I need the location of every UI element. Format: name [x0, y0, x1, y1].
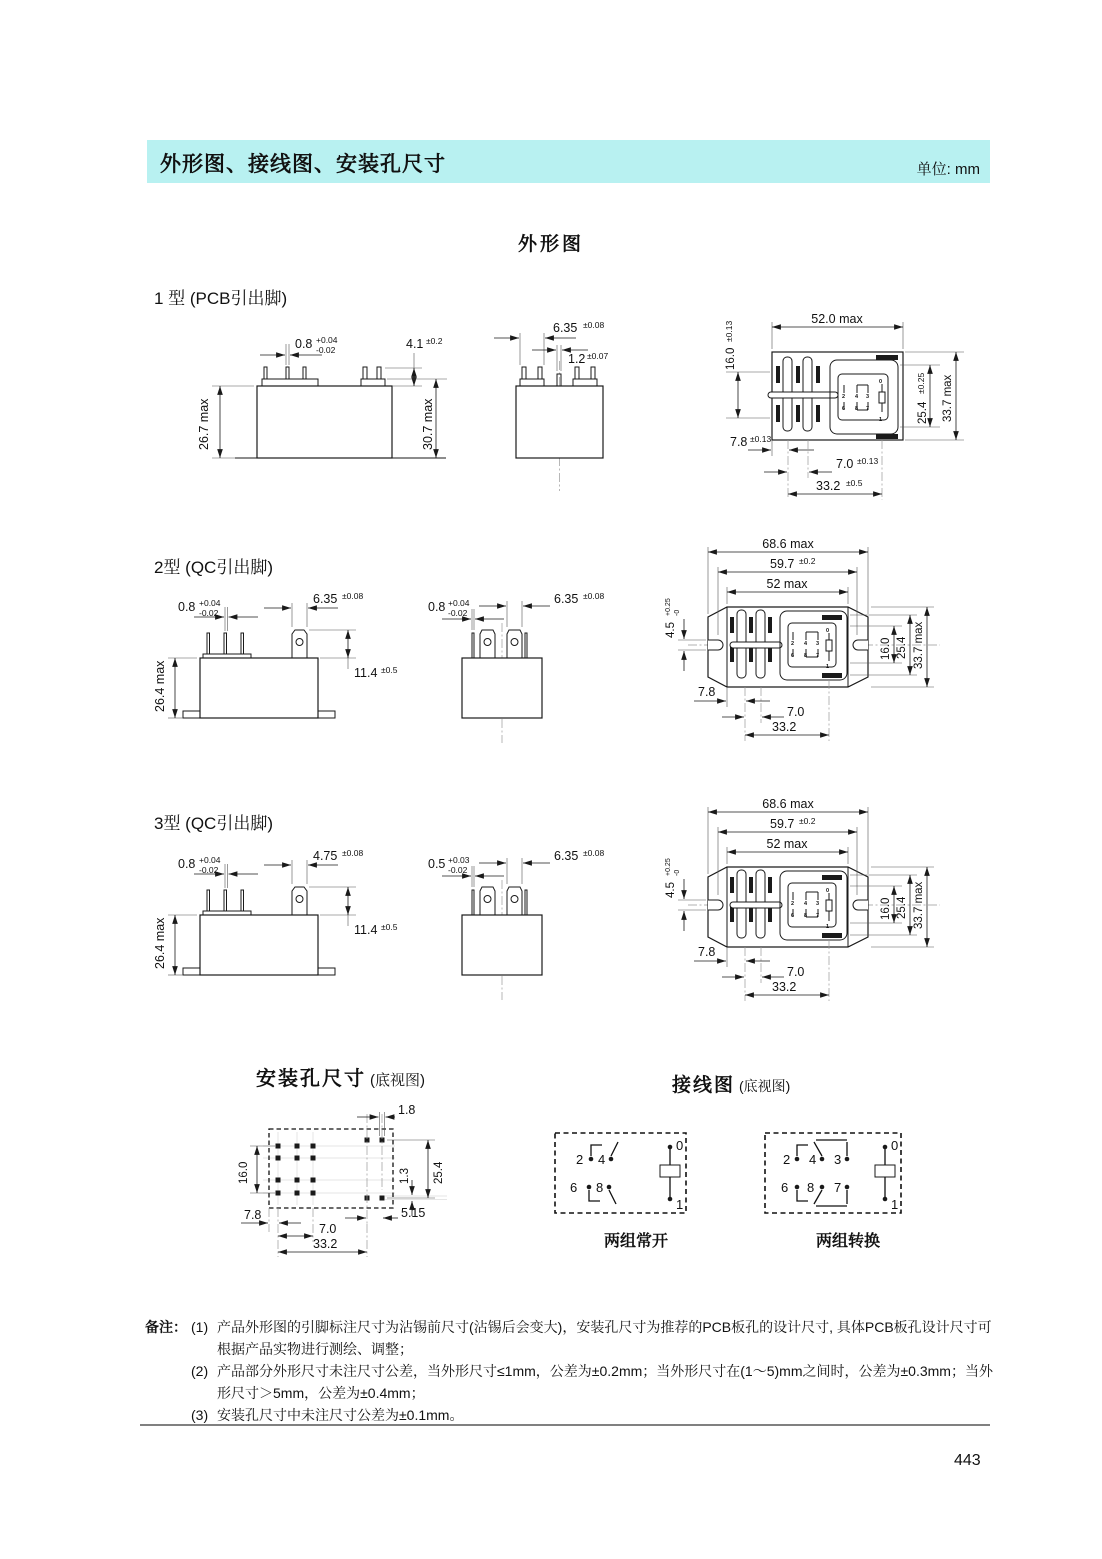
pin-8: 8 — [804, 653, 808, 659]
pin-6: 6 — [791, 653, 795, 659]
type1-side-shape — [516, 361, 603, 491]
dim-pin-width: 0.8 — [178, 600, 196, 614]
dim-slot: 4.5 — [665, 622, 677, 638]
dim-strip: 1.3 — [399, 1168, 411, 1184]
pin-8: 8 — [804, 913, 808, 919]
pin-0: 0 — [826, 628, 830, 634]
pin-2: 2 — [783, 1152, 791, 1167]
type2-section-label: 2型 (QC引出脚) — [154, 558, 273, 577]
dim-b3: 33.2 — [772, 980, 797, 994]
dim-inner-width-tol: ±0.25 — [916, 372, 926, 394]
type1-section-label: 1 型 (PCB引出脚) — [154, 289, 288, 308]
dim-pin-width-tol-up: +0.04 — [199, 855, 221, 865]
dim-w2-tol: ±0.2 — [799, 816, 816, 826]
dim-slot: 4.5 — [665, 882, 677, 898]
dim-tab-width-tol: ±0.08 — [583, 591, 605, 601]
dim-pin-width-tol-dn: -0.02 — [316, 345, 336, 355]
mounting-title-sub: (底视图) — [370, 1072, 425, 1089]
dim-tab-height: 11.4 — [354, 666, 378, 680]
pin-6: 6 — [570, 1180, 578, 1195]
note-text: 产品部分外形尺寸未注尺寸公差，当外形尺寸≤1mm，公差为±0.2mm；当外形尺寸在(1～5)mm之间时，公差为±0.3mm；当外形尺寸＞5mm，公差为±0.4mm； — [217, 1363, 993, 1401]
wiring-no-contacts — [570, 1142, 618, 1204]
caption-normally-open: 两组常开 — [603, 1233, 668, 1250]
mounting-hole-drawing — [195, 1092, 510, 1287]
dim-pin-width-tol-up: +0.03 — [448, 855, 470, 865]
section-header-bar — [147, 140, 990, 183]
page-number: 443 — [954, 1452, 981, 1469]
dim-slot-tol-up: +0.25 — [665, 858, 672, 876]
dim-body-height: 26.4 max — [153, 917, 167, 969]
pin-2: 2 — [842, 394, 846, 400]
dim-b1-tol: ±0.13 — [750, 434, 772, 444]
pin-3: 3 — [834, 1152, 842, 1167]
dim-b1: 7.8 — [698, 685, 716, 699]
dim-body-height: 26.7 max — [197, 398, 211, 450]
wiring-diagram-changeover — [750, 1122, 975, 1222]
type2-side-shape — [462, 623, 542, 743]
note-item-3 — [191, 1404, 1005, 1426]
type3-side-dimensions — [428, 848, 604, 887]
dim-tab-width-tol: ±0.08 — [583, 320, 605, 330]
dim-b3: 33.2 — [772, 720, 797, 734]
pin-4: 4 — [804, 901, 808, 907]
dim-b2-tol: ±0.13 — [857, 456, 879, 466]
dim-row-pitch-tol: ±0.13 — [724, 320, 734, 342]
note-item-1 — [191, 1316, 1005, 1360]
dim-tab-height-tol: ±0.5 — [381, 922, 398, 932]
outline-drawing-title: 外形图 — [517, 234, 584, 255]
type3-side-shape — [462, 880, 542, 1000]
dim-tab-width: 6.35 — [553, 321, 578, 335]
dim-inner: 25.4 — [896, 896, 908, 919]
pin-0: 0 — [891, 1138, 899, 1153]
mounting-title — [256, 1062, 425, 1091]
dim-b1: 7.8 — [698, 945, 716, 959]
dim-tab-width-tol: ±0.08 — [342, 848, 364, 858]
pin-8: 8 — [855, 406, 859, 412]
type3-side-view-drawing — [420, 832, 660, 1007]
unit-label: 单位: mm — [916, 161, 980, 178]
pin-4: 4 — [804, 641, 808, 647]
note-num: (2) — [191, 1363, 209, 1379]
note-item-2 — [191, 1360, 1005, 1404]
dim-b3: 33.2 — [816, 479, 841, 493]
dim-right-rows: 25.4 — [433, 1161, 445, 1184]
caption-changeover: 两组转换 — [815, 1233, 880, 1250]
dim-pin-width: 0.8 — [295, 337, 313, 351]
dim-pin-height-tol: ±0.2 — [426, 336, 443, 346]
type1-front-view-drawing — [150, 315, 480, 507]
pin-4: 4 — [855, 394, 859, 400]
type2-front-shape — [183, 630, 335, 718]
type1-side-view-drawing — [480, 315, 640, 510]
type1-side-dimensions — [494, 320, 608, 371]
pin-7: 7 — [816, 653, 820, 659]
dim-pin-width: 1.2 — [568, 352, 586, 366]
dim-w2-tol: ±0.2 — [799, 556, 816, 566]
note-text: 产品外形图的引脚标注尺寸为沾锡前尺寸(沾锡后会变大)，安装孔尺寸为推荐的PCB板孔的设计尺寸, 具体PCB板孔设计尺寸可根据产品实物进行测绘、调整； — [217, 1319, 992, 1357]
dim-pin-width-tol-dn: -0.02 — [448, 608, 468, 618]
wiring-diagram-normally-open — [540, 1122, 760, 1222]
pin-3: 3 — [866, 394, 870, 400]
note-num: (1) — [191, 1319, 209, 1335]
dim-hole-width: 1.8 — [398, 1103, 416, 1117]
dim-pin-width-tol-up: +0.04 — [316, 335, 338, 345]
wiring-co-contacts — [781, 1140, 849, 1206]
notes-block — [145, 1316, 1005, 1426]
pin-4: 4 — [809, 1152, 817, 1167]
dim-rows: 16.0 — [238, 1161, 250, 1184]
qc-bottom-view-drawing — [650, 535, 995, 775]
dim-pin-width: 0.8 — [178, 857, 196, 871]
dim-height: 33.7 max — [913, 621, 925, 669]
page-header-title: 外形图、接线图、安装孔尺寸 — [160, 153, 446, 176]
dim-tab-width: 6.35 — [554, 849, 579, 863]
dim-height: 33.7 max — [913, 881, 925, 929]
dim-w3: 52 max — [766, 577, 808, 591]
pin-6: 6 — [781, 1180, 789, 1195]
dim-w2: 59.7 — [770, 557, 795, 571]
dim-w2: 59.7 — [770, 817, 795, 831]
dim-pitch: 5.15 — [401, 1206, 426, 1220]
wiring-title-main: 接线图 — [672, 1075, 736, 1096]
dim-pin-width-tol-dn: -0.02 — [199, 865, 219, 875]
pin-1: 1 — [826, 664, 830, 670]
pin-1: 1 — [879, 417, 883, 423]
notes-label: 备注： — [145, 1319, 187, 1335]
dim-b1: 7.8 — [244, 1208, 262, 1222]
mounting-title-main: 安装孔尺寸 — [256, 1068, 366, 1090]
dim-row-pitch: 16.0 — [725, 347, 737, 370]
note-num: (3) — [191, 1407, 209, 1423]
pin-1: 1 — [826, 924, 830, 930]
dim-slot-tol-dn: -0 — [674, 609, 681, 616]
dim-inner-width: 25.4 — [917, 401, 929, 424]
dim-pin-width: 0.8 — [428, 600, 446, 614]
dim-body-height: 26.4 max — [153, 660, 167, 712]
type2-side-dimensions — [428, 591, 604, 630]
pin-2: 2 — [791, 641, 795, 647]
qc-bottom-view-drawing-type3 — [650, 795, 995, 1035]
pin-4: 4 — [598, 1152, 606, 1167]
pin-7: 7 — [816, 913, 820, 919]
dim-b3: 33.2 — [313, 1237, 338, 1251]
dim-inner: 25.4 — [896, 636, 908, 659]
dim-pin-width-tol-dn: -0.02 — [199, 608, 219, 618]
dim-total-height: 30.7 max — [421, 398, 435, 450]
pin-3: 3 — [816, 901, 820, 907]
dim-tab-width: 6.35 — [313, 592, 338, 606]
type1-bottom-view-drawing — [690, 300, 995, 525]
dim-b2: 7.0 — [319, 1222, 337, 1236]
dim-width: 52.0 max — [811, 312, 863, 326]
pin-2: 2 — [791, 901, 795, 907]
dim-tab-width-tol: ±0.08 — [342, 591, 364, 601]
dim-rows: 16.0 — [880, 897, 892, 920]
pin-7: 7 — [834, 1180, 842, 1195]
pin-8: 8 — [807, 1180, 815, 1195]
type3-section-label: 3型 (QC引出脚) — [154, 814, 273, 833]
pin-0: 0 — [826, 888, 830, 894]
note-text: 安装孔尺寸中未注尺寸公差为±0.1mm。 — [217, 1407, 464, 1423]
pin-7: 7 — [866, 406, 870, 412]
pin-6: 6 — [842, 406, 846, 412]
pin-8: 8 — [596, 1180, 604, 1195]
pin-1: 1 — [676, 1197, 684, 1212]
dim-w1: 68.6 max — [762, 537, 814, 551]
pin-0: 0 — [879, 379, 883, 385]
wiring-title — [672, 1070, 790, 1097]
dim-rows: 16.0 — [880, 637, 892, 660]
dim-b3-tol: ±0.5 — [846, 478, 863, 488]
dim-slot-tol-up: +0.25 — [665, 598, 672, 616]
pin-2: 2 — [576, 1152, 584, 1167]
type2-side-view-drawing — [420, 575, 660, 750]
dim-tab-width: 4.75 — [313, 849, 338, 863]
wiring-co-coil — [875, 1138, 898, 1212]
dim-pin-width-tol-up: +0.04 — [448, 598, 470, 608]
wiring-title-sub: (底视图) — [739, 1078, 791, 1094]
dim-pin-width: 0.5 — [428, 857, 446, 871]
dim-pin-width-tol: ±0.07 — [587, 351, 609, 361]
dim-pin-width-tol-up: +0.04 — [199, 598, 221, 608]
pin-0: 0 — [676, 1138, 684, 1153]
pin-6: 6 — [791, 913, 795, 919]
dim-b1: 7.8 — [730, 435, 748, 449]
dim-tab-height-tol: ±0.5 — [381, 665, 398, 675]
dim-w3: 52 max — [766, 837, 808, 851]
pin-1: 1 — [891, 1197, 899, 1212]
dim-tab-width-tol: ±0.08 — [583, 848, 605, 858]
dim-b2: 7.0 — [787, 965, 805, 979]
dim-w1: 68.6 max — [762, 797, 814, 811]
type3-front-shape — [183, 887, 335, 975]
dim-b2: 7.0 — [836, 457, 854, 471]
footer-divider — [140, 1424, 990, 1426]
pin-3: 3 — [816, 641, 820, 647]
dim-pin-height: 4.1 — [406, 337, 424, 351]
dim-pin-width-tol-dn: -0.02 — [448, 865, 468, 875]
wiring-no-coil — [660, 1138, 683, 1212]
dim-height: 33.7 max — [942, 374, 954, 422]
dim-slot-tol-dn: -0 — [674, 869, 681, 876]
dim-tab-height: 11.4 — [354, 923, 378, 937]
dim-tab-width: 6.35 — [554, 592, 579, 606]
dim-b2: 7.0 — [787, 705, 805, 719]
